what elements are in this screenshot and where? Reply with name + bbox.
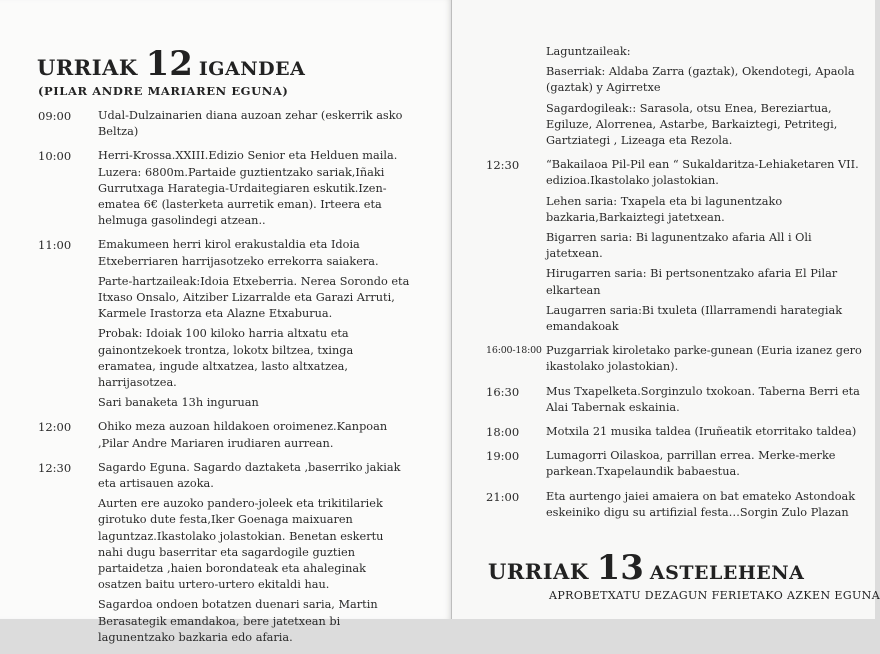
event-paragraph: Lehen saria: Txapela eta bi lagunentzako bazkaria,Barkaiztegi jatetxean. bbox=[546, 194, 783, 224]
event-description bbox=[98, 460, 410, 646]
event-time: 12:30 bbox=[486, 158, 520, 173]
event-paragraph: Lumagorri Oilaskoa, parrillan errea. Merke-merke parkean.Txapelaundik babaestua. bbox=[546, 449, 836, 479]
event-paragraph: Parte-hartzaileak:Idoia Etxeberria. Nerea Sorondo eta Itxaso Onsalo, Aitziber Lizarralde eta Garazi Arruti, Karmele Irastorza eta Alazne Etxaburua. bbox=[98, 274, 410, 321]
event-time: 09:00 bbox=[38, 109, 72, 123]
schedule-event bbox=[486, 44, 862, 149]
event-paragraph: Aurten ere auzoko pandero-joleek eta trikitilariek girotuko dute festa,Iker Goenaga maixuaren laguntzaz.Ikastolako jolastokian. Benetan eskertu nahi dugu baserritar eta sagardogile guztien partaidetza ,haien borondateak eta ahaleginak osatzen baitu urtero-urtero ekitaldi hau. bbox=[98, 497, 384, 592]
event-time: 16:30 bbox=[486, 384, 520, 399]
left-event-list bbox=[38, 108, 410, 654]
event-description bbox=[98, 108, 410, 140]
event-time: 21:00 bbox=[486, 489, 520, 504]
schedule-event bbox=[486, 384, 862, 416]
event-time: 11:00 bbox=[38, 238, 72, 253]
event-time: 12:00 bbox=[38, 420, 72, 435]
event-description bbox=[546, 384, 862, 416]
day-subtitle: APROBETXATU DEZAGUN FERIETAKO AZKEN EGUNA bbox=[549, 589, 880, 602]
event-paragraph: Bigarren saria: Bi lagunentzako afaria All i Oli jatetxean. bbox=[546, 231, 812, 261]
event-paragraph: Ohiko meza auzoan hildakoen oroimenez.Kanpoan ,Pilar Andre Mariaren irudiaren aurrean. bbox=[98, 420, 388, 450]
event-paragraph: Udal-Dulzainarien diana auzoan zehar (eskerrik asko Beltza) bbox=[98, 109, 403, 139]
event-description bbox=[98, 237, 410, 411]
event-description bbox=[546, 448, 862, 480]
right-event-list bbox=[486, 44, 862, 529]
event-time: 19:00 bbox=[486, 449, 520, 464]
event-time: 12:30 bbox=[38, 460, 72, 475]
schedule-event bbox=[38, 108, 410, 140]
event-time: 10:00 bbox=[38, 149, 72, 164]
day-heading-12 bbox=[37, 44, 305, 84]
heading-weekday: IGANDEA bbox=[198, 58, 306, 80]
event-description bbox=[546, 424, 862, 440]
day-heading-13 bbox=[488, 548, 804, 588]
event-description bbox=[98, 148, 410, 229]
event-description bbox=[546, 44, 862, 149]
event-paragraph: Laguntzaileak: bbox=[546, 45, 631, 58]
schedule-event bbox=[38, 460, 410, 646]
event-time: 18:00 bbox=[486, 425, 520, 440]
event-paragraph: Mus Txapelketa.Sorginzulo txokoan. Taberna Berri eta Alai Tabernak eskainia. bbox=[546, 384, 860, 414]
schedule-event bbox=[38, 419, 410, 451]
event-description bbox=[546, 157, 862, 335]
event-paragraph: Baserriak: Aldaba Zarra (gaztak), Okendotegi, Apaola (gaztak) y Agirretxe bbox=[546, 65, 855, 95]
heading-month: URRIAK bbox=[37, 55, 138, 80]
schedule-event bbox=[486, 424, 862, 440]
heading-month: URRIAK bbox=[488, 559, 589, 584]
event-paragraph: Puzgarriak kiroletako parke-gunean (Euria izanez gero ikastolako jolastokian). bbox=[546, 344, 862, 374]
day-subtitle: (PILAR ANDRE MARIAREN EGUNA) bbox=[38, 84, 289, 98]
event-paragraph: Sagardoa ondoen botatzen duenari saria, Martin Berasategik emandakoa, bere jatetxean bi lagunentzako bazkaria edo afaria. bbox=[98, 598, 378, 644]
event-paragraph: Probak: Idoiak 100 kiloko harria altxatu eta gainontzekoek trontza, lokotx biltzea, txinga eramatea, ingude altxatzea, lasto altxatzea, harrijasotzea. bbox=[98, 327, 354, 390]
event-description bbox=[546, 489, 862, 521]
event-paragraph: Sagardo Eguna. Sagardo daztaketa ,baserriko jakiak eta artisauen azoka. bbox=[98, 460, 401, 491]
heading-weekday: ASTELEHENA bbox=[649, 562, 805, 584]
event-description bbox=[98, 419, 410, 451]
event-description bbox=[546, 343, 862, 375]
event-time: 16:00-18:00 bbox=[486, 345, 542, 357]
schedule-event bbox=[486, 489, 862, 521]
event-paragraph: Eta aurtengo jaiei amaiera on bat emateko Astondoak eskeiniko digu su artifizial festa…Sorgin Zulo Plazan bbox=[546, 489, 856, 519]
schedule-event bbox=[38, 237, 410, 411]
heading-day-number: 13 bbox=[596, 548, 644, 588]
schedule-event bbox=[486, 157, 862, 335]
right-page bbox=[452, 0, 880, 619]
event-paragraph: Herri-Krossa.XXIII.Edizio Senior eta Helduen maila. Luzera: 6800m.Partaide guztientzako sariak,Iñaki Gurrutxaga Harategia-Urdaitegiaren eskutik.Izen-ematea 6€ (lasterketa aurretik eman). Irteera eta helmuga gasolindegi atzean.. bbox=[98, 149, 398, 228]
event-time bbox=[486, 44, 546, 149]
event-paragraph: Emakumeen herri kirol erakustaldia eta Idoia Etxeberriaren harrijasotzeko errekorra saiakera. bbox=[98, 238, 379, 268]
event-paragraph: Hirugarren saria: Bi pertsonentzako afaria El Pilar elkartean bbox=[546, 267, 838, 297]
event-paragraph: Motxila 21 musika taldea (Iruñeatik etorritako taldea) bbox=[546, 425, 857, 439]
event-paragraph: Sari banaketa 13h inguruan bbox=[98, 396, 259, 410]
schedule-event bbox=[486, 343, 862, 375]
event-paragraph: Sagardogileak:: Sarasola, otsu Enea, Bereziartua, Egiluze, Alorrenea, Astarbe, Barkaiztegi, Petritegi, Gartziategi , Lizeaga eta Rezola. bbox=[546, 101, 838, 148]
event-paragraph: Laugarren saria:Bi txuleta (Illarramendi harategiak emandakoak bbox=[546, 303, 843, 334]
event-paragraph: “Bakailaoa Pil-Pil ean “ Sukaldaritza-Lehiaketaren VII. edizioa.Ikastolako jolastokian. bbox=[546, 158, 859, 188]
heading-day-number: 12 bbox=[145, 44, 193, 84]
schedule-event bbox=[486, 448, 862, 480]
schedule-event bbox=[38, 148, 410, 229]
